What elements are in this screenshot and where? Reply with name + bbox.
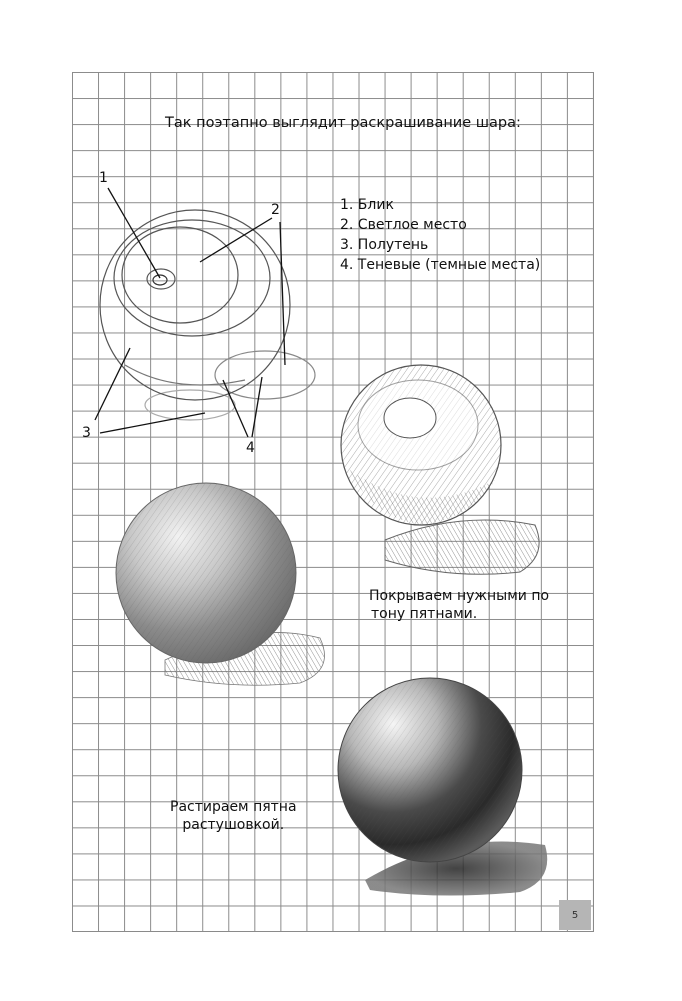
legend-item-light-area: 2. Светлое место [340, 217, 467, 233]
sphere1-shadow-edge [125, 365, 245, 385]
callout-4: 4 [246, 440, 255, 456]
page-title: Так поэтапно выглядит раскрашивание шара: [165, 115, 521, 131]
caption-step-blending-line2: растушовкой. [182, 817, 285, 833]
sphere1-halftone-ring [114, 220, 270, 336]
sphere2-highlight [384, 398, 436, 438]
callout-2: 2 [271, 202, 280, 218]
sphere-outline-diagram [95, 188, 315, 437]
sphere1-cast-shadow [215, 351, 315, 399]
caption-step-blending [170, 798, 297, 834]
caption-step-hatching [369, 587, 549, 623]
sphere3-texture [116, 483, 296, 663]
legend-list [340, 195, 540, 275]
legend-item-shadows: 4. Теневые (темные места) [340, 257, 541, 273]
callout-1: 1 [99, 170, 108, 186]
page-number: 5 [559, 900, 591, 930]
sphere-shaded-soft [116, 483, 325, 685]
sphere1-highlight-core [153, 275, 167, 285]
sphere4-texture [338, 678, 522, 862]
sphere-shaded-blended [338, 678, 547, 896]
legend-item-halftone: 3. Полутень [340, 237, 429, 253]
caption-step-hatching-line1: Покрываем нужными по [369, 588, 550, 604]
caption-step-hatching-line2: тону пятнами. [371, 606, 478, 622]
legend-item-highlight: 1. Блик [340, 197, 394, 213]
sphere-hatched [341, 365, 539, 574]
sphere2-cast-shadow [385, 520, 539, 574]
callout-3: 3 [82, 425, 91, 441]
caption-step-blending-line1: Растираем пятна [170, 799, 297, 815]
sphere1-highlight [147, 269, 175, 289]
